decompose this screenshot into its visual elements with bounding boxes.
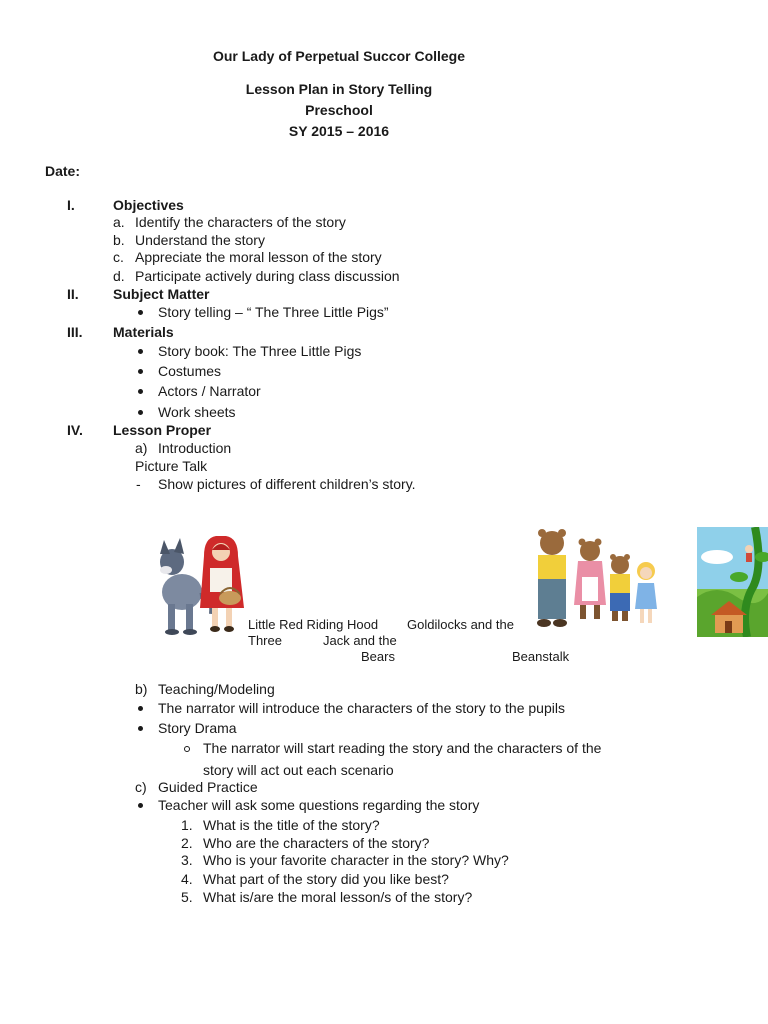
teaching-item: The narrator will introduce the characters of the story to the pupils <box>158 700 565 716</box>
bullet-icon <box>138 803 143 808</box>
intro-marker: a) <box>135 440 148 456</box>
section-title-subject: Subject Matter <box>113 286 210 302</box>
question-text: What is/are the moral lesson/s of the story? <box>203 889 473 905</box>
objective-marker: d. <box>113 268 125 284</box>
section-number-objectives: I. <box>67 197 75 213</box>
bullet-icon <box>138 369 143 374</box>
caption-red-riding-hood: Little Red Riding Hood <box>248 617 379 632</box>
objective-item: Appreciate the moral lesson of the story <box>135 249 382 265</box>
bullet-icon <box>138 706 143 711</box>
caption-beanstalk: Beanstalk <box>512 649 570 664</box>
sub-bullet-icon <box>184 746 190 752</box>
date-label: Date: <box>45 163 81 179</box>
bullet-icon <box>138 310 143 315</box>
caption-three: Three <box>248 633 282 648</box>
bullet-icon <box>138 726 143 731</box>
section-number-lesson: IV. <box>67 422 83 438</box>
section-title-materials: Materials <box>113 324 174 340</box>
question-number: 1. <box>181 817 193 833</box>
intro-label: Introduction <box>158 440 232 456</box>
bullet-icon <box>138 410 143 415</box>
red-riding-hood-picture <box>152 522 252 638</box>
guided-label: Guided Practice <box>158 779 258 795</box>
grade-level: Preschool <box>305 102 373 118</box>
subject-item: Story telling – “ The Three Little Pigs” <box>158 304 389 320</box>
objective-item: Participate actively during class discussion <box>135 268 400 284</box>
bullet-icon <box>138 349 143 354</box>
guided-marker: c) <box>135 779 147 795</box>
question-text: What part of the story did you like best? <box>203 871 449 887</box>
teaching-marker: b) <box>135 681 148 697</box>
question-text: Who is your favorite character in the story? Why? <box>203 852 509 868</box>
story-drama-label: Story Drama <box>158 720 237 736</box>
section-title-objectives: Objectives <box>113 197 184 213</box>
question-number: 4. <box>181 871 193 887</box>
show-pictures-text: Show pictures of different children’s story. <box>158 476 416 492</box>
guided-item: Teacher will ask some questions regarding the story <box>158 797 480 813</box>
drama-detail-line2: story will act out each scenario <box>203 762 394 778</box>
material-item: Story book: The Three Little Pigs <box>158 343 362 359</box>
bullet-icon <box>138 389 143 394</box>
drama-detail-line1: The narrator will start reading the story and the characters of the <box>203 740 602 756</box>
objective-marker: c. <box>113 249 124 265</box>
jack-beanstalk-picture <box>697 527 768 637</box>
objective-item: Identify the characters of the story <box>135 214 346 230</box>
caption-goldilocks: Goldilocks and the <box>407 617 514 632</box>
objective-marker: b. <box>113 232 125 248</box>
material-item: Actors / Narrator <box>158 383 261 399</box>
caption-bears: Bears <box>361 649 395 664</box>
question-text: What is the title of the story? <box>203 817 380 833</box>
picture-talk-label: Picture Talk <box>135 458 208 474</box>
question-number: 5. <box>181 889 193 905</box>
question-number: 2. <box>181 835 193 851</box>
dash-marker: - <box>136 476 141 492</box>
question-text: Who are the characters of the story? <box>203 835 430 851</box>
teaching-label: Teaching/Modeling <box>158 681 275 697</box>
goldilocks-bears-picture <box>530 527 658 631</box>
section-number-subject: II. <box>67 286 79 302</box>
lesson-title: Lesson Plan in Story Telling <box>245 81 433 97</box>
material-item: Costumes <box>158 363 222 379</box>
objective-item: Understand the story <box>135 232 265 248</box>
caption-jack: Jack and the <box>323 633 397 648</box>
school-name: Our Lady of Perpetual Succor College <box>212 48 466 64</box>
material-item: Work sheets <box>158 404 236 420</box>
objective-marker: a. <box>113 214 125 230</box>
section-number-materials: III. <box>67 324 83 340</box>
section-title-lesson: Lesson Proper <box>113 422 212 438</box>
question-number: 3. <box>181 852 193 868</box>
school-year: SY 2015 – 2016 <box>288 123 390 139</box>
